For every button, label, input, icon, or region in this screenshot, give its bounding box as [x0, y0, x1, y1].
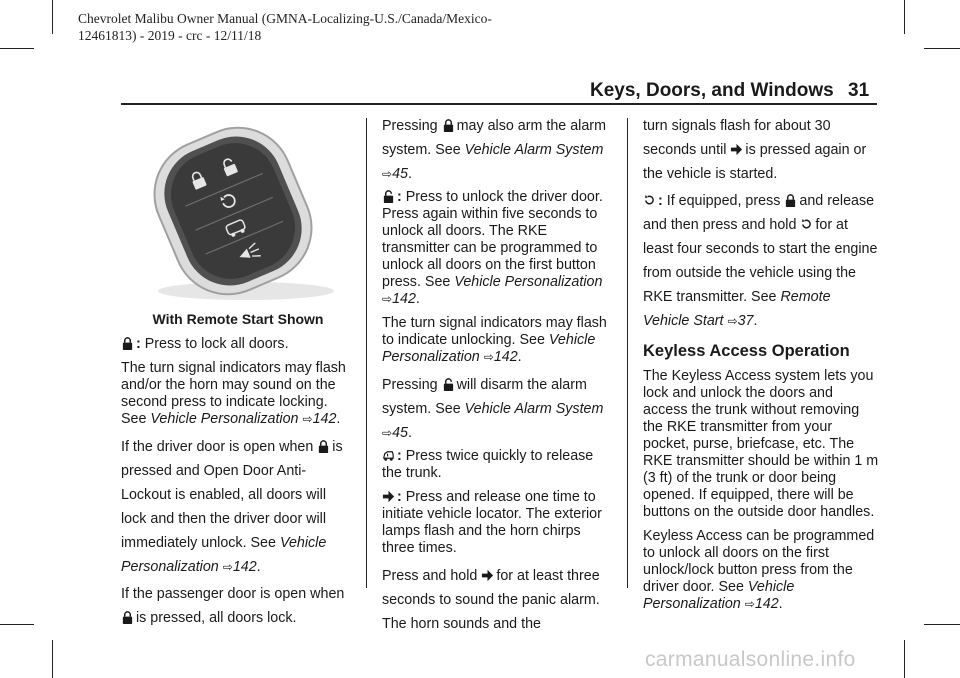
page-arrow-icon: ⇨ [382, 292, 393, 306]
unlock-icon [382, 190, 395, 203]
section-heading: Keyless Access Operation [643, 342, 850, 360]
lock-icon [442, 119, 455, 132]
column-divider [627, 118, 628, 588]
page-arrow-icon: ⇨ [382, 426, 393, 440]
cross-reference-link[interactable]: Vehicle Alarm System [464, 142, 604, 158]
page-arrow-icon: ⇨ [727, 314, 738, 328]
panic-continued-paragraph: turn signals flash for about 30 seconds until is pressed again or the vehicle is started. [643, 118, 867, 182]
document-header-line2: 12461813) - 2019 - crc - 12/11/18 [78, 28, 262, 43]
key-fob-illustration [121, 116, 355, 302]
page-number: 31 [848, 80, 870, 101]
cross-reference-link[interactable]: Vehicle Personalization [643, 579, 795, 612]
section-title: Keys, Doors, and Windows [590, 80, 834, 101]
crop-mark [0, 624, 34, 625]
unlock-icon [442, 378, 455, 391]
disarm-paragraph: Pressing will disarm the alarm system. See Vehicle Alarm System ⇨45. [382, 377, 604, 441]
header-rule [121, 103, 877, 105]
page-arrow-icon: ⇨ [302, 412, 313, 426]
crop-mark [904, 0, 905, 34]
lock-icon [121, 611, 134, 624]
cross-reference-link[interactable]: Vehicle Personalization [150, 411, 299, 427]
column-1 [121, 116, 355, 633]
document-header-line1: Chevrolet Malibu Owner Manual (GMNA-Localizing-U.S./Canada/Mexico- [78, 11, 492, 26]
page-arrow-icon: ⇨ [483, 350, 494, 364]
lock-paragraph: The turn signal indicators may flash and/or the horn may sound on the second press to indicate locking. See Vehicle Personalization ⇨142. [121, 360, 346, 427]
keyless-programming-paragraph: Keyless Access can be programmed to unlock all doors on the first unlock/lock button press from the driver door. See Vehicle Personalization ⇨142. [643, 528, 875, 612]
column-3 [643, 114, 879, 620]
vehicle-locator-icon [730, 143, 743, 156]
cross-reference-link[interactable]: Vehicle Personalization [382, 332, 596, 365]
cross-reference-link[interactable]: Vehicle Personalization [121, 535, 327, 575]
trunk-description: : Press twice quickly to release the trunk. [382, 448, 594, 481]
vehicle-locator-icon [481, 569, 494, 582]
crop-mark [52, 0, 53, 34]
keyless-access-paragraph: The Keyless Access system lets you lock and unlock the doors and access the trunk without removing the RKE transmitter from your pocket, purse, briefcase, etc. The RKE transmitter should be within 1 m (3 ft) of the trunk or door being opened. If equipped, there will be buttons on the outside door handles. [643, 368, 879, 520]
remote-start-icon [800, 218, 813, 231]
cross-reference-link[interactable]: Vehicle Personalization [454, 274, 603, 290]
locator-description: : Press and release one time to initiate vehicle locator. The exterior lamps flash and the horn chirps three times. [382, 489, 602, 556]
figure-caption: With Remote Start Shown [152, 311, 324, 327]
passenger-door-paragraph: If the passenger door is open when is pressed, all doors lock. [121, 586, 345, 626]
driver-door-paragraph: If the driver door is open when is pressed and Open Door Anti-Lockout is enabled, all doors will lock and then the driver door will immediately unlock. See Vehicle Personalization ⇨142. [121, 439, 343, 575]
document-header [78, 10, 578, 44]
remote-start-description: : If equipped, press and release and then press and hold for at least four seconds to start the engine from outside the vehicle using the RKE transmitter. See Remote Vehicle Start ⇨37. [643, 193, 878, 329]
lock-description: : Press to lock all doors. [121, 336, 355, 353]
lock-icon [121, 337, 134, 350]
vehicle-locator-icon [382, 490, 395, 503]
unlock-description: : Press to unlock the driver door. Press again within five seconds to unlock all doors. The RKE transmitter can be programmed to unlock all doors on the first button press. See Vehicle Personalization ⇨142. [382, 189, 603, 307]
crop-mark [52, 640, 53, 678]
page-arrow-icon: ⇨ [744, 597, 755, 611]
remote-start-icon [643, 194, 656, 207]
trunk-release-icon [382, 449, 395, 462]
column-divider [366, 118, 367, 588]
panic-paragraph: Press and hold for at least three seconds to sound the panic alarm. The horn sounds and the [382, 568, 600, 632]
crop-mark [904, 640, 905, 678]
page-arrow-icon: ⇨ [222, 560, 233, 574]
cross-reference-link[interactable]: Remote Vehicle Start [643, 289, 831, 329]
lock-icon [784, 194, 797, 207]
page-arrow-icon: ⇨ [382, 167, 393, 181]
crop-mark [0, 48, 34, 49]
alarm-paragraph: Pressing may also arm the alarm system. See Vehicle Alarm System ⇨45. [382, 118, 606, 182]
cross-reference-link[interactable]: Vehicle Alarm System [464, 401, 604, 417]
watermark: carmanualsonline.info [645, 648, 856, 671]
crop-mark [924, 624, 960, 625]
lock-icon [317, 440, 330, 453]
unlock-signal-paragraph: The turn signal indicators may flash to indicate unlocking. See Vehicle Personalization ⇨142. [382, 315, 607, 365]
crop-mark [924, 48, 960, 49]
column-2 [382, 114, 616, 639]
